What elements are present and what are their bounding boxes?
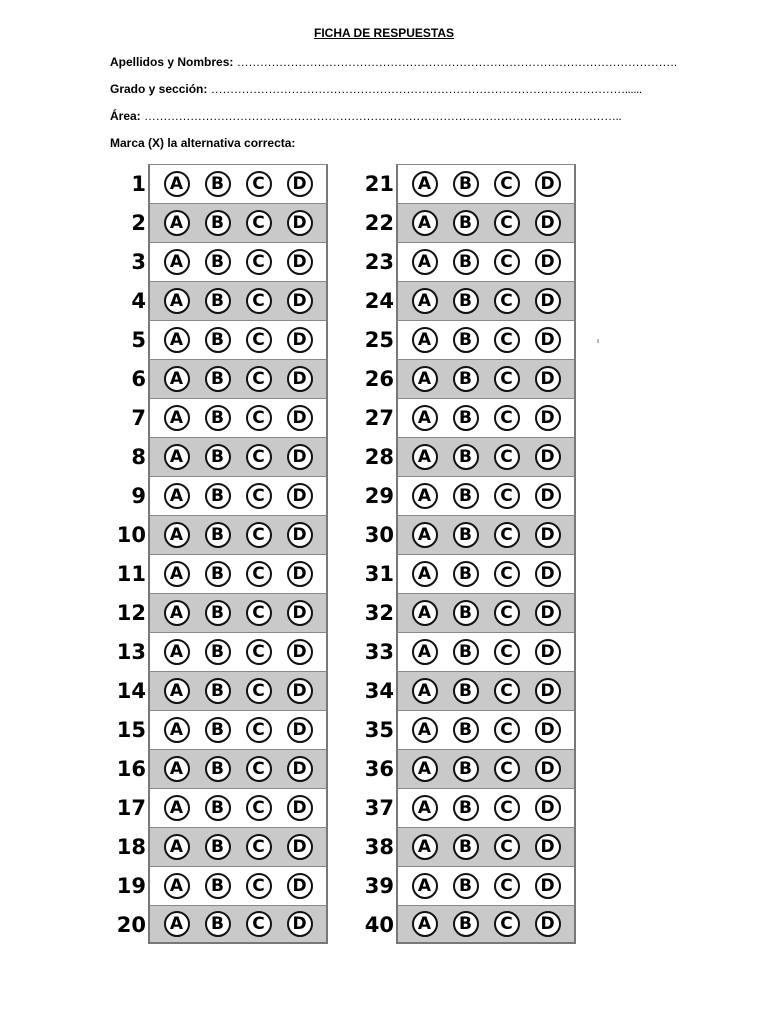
question-number: 17 [116, 795, 146, 820]
question-number: 7 [131, 405, 146, 430]
question-number: 20 [116, 912, 146, 937]
answer-options [148, 593, 328, 632]
option-bubble-b[interactable]: B [205, 210, 231, 236]
answer-options [148, 242, 328, 281]
option-bubble-d[interactable]: D [535, 483, 561, 509]
answer-options [148, 905, 328, 944]
question-row [352, 905, 576, 944]
option-bubble-c[interactable]: C [494, 444, 520, 470]
option-bubble-b[interactable]: B [205, 873, 231, 899]
answer-options [396, 476, 576, 515]
answer-options [148, 671, 328, 710]
question-number: 40 [364, 912, 394, 937]
option-bubble-d[interactable]: D [287, 522, 313, 548]
answer-options [148, 359, 328, 398]
question-number: 31 [364, 561, 394, 586]
option-bubble-d[interactable]: D [535, 600, 561, 626]
name-blank-line[interactable]: ……………………………………………………………………………………………………. [236, 55, 677, 69]
option-bubble-b[interactable]: B [205, 366, 231, 392]
option-bubble-b[interactable]: B [205, 327, 231, 353]
option-bubble-d[interactable]: D [535, 522, 561, 548]
answer-options [148, 476, 328, 515]
question-row [352, 242, 576, 281]
option-bubble-a[interactable]: A [412, 249, 438, 275]
option-bubble-c[interactable]: C [494, 717, 520, 743]
option-bubble-a[interactable]: A [412, 288, 438, 314]
question-row [108, 554, 328, 593]
option-bubble-c[interactable]: C [246, 600, 272, 626]
option-bubble-a[interactable]: A [412, 795, 438, 821]
option-bubble-c[interactable]: C [494, 483, 520, 509]
question-number: 15 [116, 717, 146, 742]
question-row [108, 164, 328, 203]
question-row [108, 905, 328, 944]
option-bubble-c[interactable]: C [494, 795, 520, 821]
question-row [108, 242, 328, 281]
option-bubble-a[interactable]: A [412, 327, 438, 353]
option-bubble-d[interactable]: D [535, 834, 561, 860]
option-bubble-d[interactable]: D [287, 600, 313, 626]
answer-options [396, 320, 576, 359]
option-bubble-a[interactable]: A [412, 834, 438, 860]
question-number: 24 [364, 288, 394, 313]
answer-options [148, 398, 328, 437]
option-bubble-a[interactable]: A [412, 717, 438, 743]
option-bubble-c[interactable]: C [246, 366, 272, 392]
option-bubble-c[interactable]: C [494, 639, 520, 665]
option-bubble-b[interactable]: B [453, 249, 479, 275]
option-bubble-b[interactable]: B [453, 639, 479, 665]
question-number: 38 [364, 834, 394, 859]
grade-section-field[interactable] [110, 82, 642, 96]
option-bubble-b[interactable]: B [205, 600, 231, 626]
option-bubble-a[interactable]: A [164, 795, 190, 821]
option-bubble-c[interactable]: C [494, 561, 520, 587]
question-number: 8 [131, 444, 146, 469]
answer-options [396, 437, 576, 476]
option-bubble-d[interactable]: D [535, 639, 561, 665]
option-bubble-d[interactable]: D [535, 678, 561, 704]
option-bubble-b[interactable]: B [453, 522, 479, 548]
option-bubble-b[interactable]: B [205, 444, 231, 470]
answer-options [148, 866, 328, 905]
option-bubble-d[interactable]: D [535, 171, 561, 197]
option-bubble-a[interactable]: A [412, 561, 438, 587]
question-number: 28 [364, 444, 394, 469]
question-number: 32 [364, 600, 394, 625]
option-bubble-c[interactable]: C [494, 911, 520, 937]
option-bubble-b[interactable]: B [205, 639, 231, 665]
question-number: 21 [364, 171, 394, 196]
question-number: 37 [364, 795, 394, 820]
question-row [108, 866, 328, 905]
option-bubble-b[interactable]: B [453, 600, 479, 626]
option-bubble-a[interactable]: A [412, 444, 438, 470]
option-bubble-c[interactable]: C [246, 873, 272, 899]
option-bubble-d[interactable]: D [287, 444, 313, 470]
answer-options [396, 554, 576, 593]
answer-options [396, 281, 576, 320]
question-row [352, 359, 576, 398]
question-row [108, 788, 328, 827]
option-bubble-b[interactable]: B [453, 483, 479, 509]
option-bubble-a[interactable]: A [412, 171, 438, 197]
option-bubble-c[interactable]: C [494, 522, 520, 548]
option-bubble-a[interactable]: A [412, 911, 438, 937]
question-row [108, 515, 328, 554]
question-number: 35 [364, 717, 394, 742]
answer-options [396, 359, 576, 398]
grade-section-label: Grado y sección: [110, 82, 208, 96]
option-bubble-b[interactable]: B [453, 405, 479, 431]
question-number: 2 [131, 210, 146, 235]
option-bubble-d[interactable]: D [535, 327, 561, 353]
option-bubble-c[interactable]: C [494, 600, 520, 626]
option-bubble-c[interactable]: C [494, 366, 520, 392]
question-row [352, 476, 576, 515]
option-bubble-d[interactable]: D [287, 171, 313, 197]
answer-options [396, 710, 576, 749]
question-row [108, 359, 328, 398]
option-bubble-a[interactable]: A [164, 171, 190, 197]
option-bubble-b[interactable]: B [205, 678, 231, 704]
option-bubble-a[interactable]: A [164, 911, 190, 937]
question-row [352, 515, 576, 554]
option-bubble-c[interactable]: C [246, 639, 272, 665]
option-bubble-d[interactable]: D [535, 873, 561, 899]
answer-options [148, 632, 328, 671]
question-number: 25 [364, 327, 394, 352]
question-row [108, 710, 328, 749]
option-bubble-a[interactable]: A [164, 249, 190, 275]
question-row [108, 320, 328, 359]
option-bubble-b[interactable]: B [453, 288, 479, 314]
answer-options [148, 515, 328, 554]
option-bubble-d[interactable]: D [287, 483, 313, 509]
option-bubble-c[interactable]: C [494, 405, 520, 431]
option-bubble-a[interactable]: A [412, 678, 438, 704]
question-row [352, 866, 576, 905]
option-bubble-a[interactable]: A [164, 288, 190, 314]
answer-options [148, 788, 328, 827]
area-label: Área: [110, 109, 141, 123]
question-row [352, 164, 576, 203]
option-bubble-c[interactable]: C [246, 249, 272, 275]
option-bubble-b[interactable]: B [205, 522, 231, 548]
option-bubble-b[interactable]: B [453, 366, 479, 392]
answer-options [396, 866, 576, 905]
option-bubble-c[interactable]: C [246, 678, 272, 704]
option-bubble-b[interactable]: B [453, 911, 479, 937]
option-bubble-c[interactable]: C [246, 405, 272, 431]
question-number: 27 [364, 405, 394, 430]
option-bubble-c[interactable]: C [494, 678, 520, 704]
option-bubble-c[interactable]: C [494, 834, 520, 860]
question-row [352, 632, 576, 671]
option-bubble-c[interactable]: C [494, 873, 520, 899]
option-bubble-c[interactable]: C [246, 911, 272, 937]
question-number: 10 [116, 522, 146, 547]
question-row [108, 398, 328, 437]
question-number: 29 [364, 483, 394, 508]
question-row [108, 281, 328, 320]
question-number: 36 [364, 756, 394, 781]
scan-speck [597, 339, 599, 343]
option-bubble-d[interactable]: D [287, 366, 313, 392]
option-bubble-d[interactable]: D [535, 756, 561, 782]
answer-column-right [352, 164, 576, 944]
question-number: 4 [131, 288, 146, 313]
option-bubble-b[interactable]: B [205, 717, 231, 743]
question-row [352, 593, 576, 632]
option-bubble-d[interactable]: D [535, 210, 561, 236]
option-bubble-a[interactable]: A [412, 366, 438, 392]
question-number: 3 [131, 249, 146, 274]
option-bubble-b[interactable]: B [453, 834, 479, 860]
option-bubble-d[interactable]: D [535, 717, 561, 743]
question-row [352, 398, 576, 437]
answer-options [396, 827, 576, 866]
question-row [352, 203, 576, 242]
question-row [352, 671, 576, 710]
option-bubble-c[interactable]: C [246, 561, 272, 587]
question-number: 13 [116, 639, 146, 664]
option-bubble-b[interactable]: B [205, 756, 231, 782]
question-number: 30 [364, 522, 394, 547]
option-bubble-d[interactable]: D [287, 249, 313, 275]
question-row [352, 281, 576, 320]
option-bubble-d[interactable]: D [287, 756, 313, 782]
option-bubble-b[interactable]: B [453, 210, 479, 236]
question-number: 12 [116, 600, 146, 625]
answer-options [396, 593, 576, 632]
question-row [352, 827, 576, 866]
option-bubble-d[interactable]: D [535, 795, 561, 821]
option-bubble-c[interactable]: C [246, 444, 272, 470]
answer-options [396, 749, 576, 788]
question-row [108, 476, 328, 515]
option-bubble-a[interactable]: A [164, 873, 190, 899]
option-bubble-b[interactable]: B [205, 795, 231, 821]
question-number: 22 [364, 210, 394, 235]
option-bubble-b[interactable]: B [453, 873, 479, 899]
option-bubble-a[interactable]: A [164, 756, 190, 782]
option-bubble-c[interactable]: C [246, 210, 272, 236]
answer-options [148, 710, 328, 749]
question-number: 26 [364, 366, 394, 391]
answer-options [396, 632, 576, 671]
answer-options [396, 242, 576, 281]
option-bubble-d[interactable]: D [535, 405, 561, 431]
question-number: 19 [116, 873, 146, 898]
option-bubble-d[interactable]: D [287, 210, 313, 236]
option-bubble-b[interactable]: B [205, 171, 231, 197]
area-blank-line[interactable]: …………………………………………………………………………………………………………….. [144, 109, 622, 123]
question-number: 5 [131, 327, 146, 352]
option-bubble-d[interactable]: D [287, 288, 313, 314]
answer-options [148, 281, 328, 320]
area-field[interactable] [110, 109, 621, 123]
option-bubble-b[interactable]: B [453, 756, 479, 782]
option-bubble-d[interactable]: D [535, 288, 561, 314]
answer-options [396, 164, 576, 203]
option-bubble-a[interactable]: A [164, 366, 190, 392]
answer-column-left [108, 164, 328, 944]
option-bubble-d[interactable]: D [287, 717, 313, 743]
option-bubble-a[interactable]: A [164, 717, 190, 743]
option-bubble-c[interactable]: C [246, 327, 272, 353]
option-bubble-c[interactable]: C [246, 288, 272, 314]
option-bubble-a[interactable]: A [412, 600, 438, 626]
instruction-text: Marca (X) la alternativa correcta: [110, 136, 296, 150]
option-bubble-d[interactable]: D [287, 327, 313, 353]
option-bubble-b[interactable]: B [205, 405, 231, 431]
question-number: 33 [364, 639, 394, 664]
option-bubble-d[interactable]: D [535, 911, 561, 937]
option-bubble-d[interactable]: D [287, 405, 313, 431]
option-bubble-c[interactable]: C [246, 795, 272, 821]
question-row [352, 788, 576, 827]
question-number: 9 [131, 483, 146, 508]
question-row [352, 749, 576, 788]
answer-options [148, 164, 328, 203]
answer-options [396, 905, 576, 944]
option-bubble-b[interactable]: B [205, 249, 231, 275]
option-bubble-d[interactable]: D [535, 444, 561, 470]
question-row [108, 203, 328, 242]
question-number: 1 [131, 171, 146, 196]
option-bubble-a[interactable]: A [164, 600, 190, 626]
name-field[interactable] [110, 55, 677, 69]
option-bubble-a[interactable]: A [412, 483, 438, 509]
question-row [352, 710, 576, 749]
question-number: 18 [116, 834, 146, 859]
question-number: 34 [364, 678, 394, 703]
question-row [352, 554, 576, 593]
option-bubble-a[interactable]: A [412, 210, 438, 236]
question-row [108, 437, 328, 476]
answer-options [148, 554, 328, 593]
answer-options [148, 827, 328, 866]
answer-options [148, 437, 328, 476]
option-bubble-a[interactable]: A [164, 561, 190, 587]
option-bubble-d[interactable]: D [287, 873, 313, 899]
option-bubble-d[interactable]: D [287, 834, 313, 860]
question-number: 14 [116, 678, 146, 703]
answer-options [148, 749, 328, 788]
option-bubble-a[interactable]: A [164, 405, 190, 431]
option-bubble-d[interactable]: D [535, 366, 561, 392]
question-row [352, 437, 576, 476]
answer-options [396, 515, 576, 554]
option-bubble-a[interactable]: A [412, 639, 438, 665]
option-bubble-b[interactable]: B [205, 911, 231, 937]
answer-options [148, 203, 328, 242]
question-number: 11 [116, 561, 146, 586]
option-bubble-a[interactable]: A [412, 522, 438, 548]
option-bubble-b[interactable]: B [453, 444, 479, 470]
option-bubble-a[interactable]: A [164, 444, 190, 470]
option-bubble-c[interactable]: C [494, 249, 520, 275]
option-bubble-b[interactable]: B [453, 678, 479, 704]
option-bubble-c[interactable]: C [246, 171, 272, 197]
option-bubble-c[interactable]: C [494, 288, 520, 314]
option-bubble-c[interactable]: C [246, 717, 272, 743]
option-bubble-c[interactable]: C [246, 522, 272, 548]
option-bubble-a[interactable]: A [164, 522, 190, 548]
page-title: FICHA DE RESPUESTAS [313, 26, 454, 40]
option-bubble-c[interactable]: C [494, 756, 520, 782]
option-bubble-c[interactable]: C [494, 327, 520, 353]
question-row [108, 827, 328, 866]
answer-options [148, 320, 328, 359]
option-bubble-a[interactable]: A [164, 210, 190, 236]
option-bubble-b[interactable]: B [205, 483, 231, 509]
option-bubble-d[interactable]: D [287, 639, 313, 665]
option-bubble-c[interactable]: C [494, 210, 520, 236]
option-bubble-a[interactable]: A [164, 834, 190, 860]
option-bubble-a[interactable]: A [412, 873, 438, 899]
question-row [352, 320, 576, 359]
answer-options [396, 203, 576, 242]
option-bubble-b[interactable]: B [205, 288, 231, 314]
option-bubble-a[interactable]: A [412, 756, 438, 782]
option-bubble-b[interactable]: B [205, 561, 231, 587]
option-bubble-c[interactable]: C [246, 756, 272, 782]
question-row [108, 632, 328, 671]
option-bubble-b[interactable]: B [205, 834, 231, 860]
answer-options [396, 788, 576, 827]
option-bubble-b[interactable]: B [453, 561, 479, 587]
option-bubble-b[interactable]: B [453, 327, 479, 353]
option-bubble-c[interactable]: C [494, 171, 520, 197]
question-number: 16 [116, 756, 146, 781]
option-bubble-d[interactable]: D [535, 249, 561, 275]
question-row [108, 749, 328, 788]
question-number: 23 [364, 249, 394, 274]
option-bubble-c[interactable]: C [246, 483, 272, 509]
option-bubble-d[interactable]: D [287, 678, 313, 704]
option-bubble-d[interactable]: D [535, 561, 561, 587]
option-bubble-d[interactable]: D [287, 561, 313, 587]
option-bubble-a[interactable]: A [164, 483, 190, 509]
option-bubble-d[interactable]: D [287, 795, 313, 821]
option-bubble-a[interactable]: A [412, 405, 438, 431]
option-bubble-a[interactable]: A [164, 678, 190, 704]
question-row [108, 671, 328, 710]
grade-section-blank-line[interactable]: ………………………………………………………………………………………………...... [210, 82, 642, 96]
option-bubble-b[interactable]: B [453, 717, 479, 743]
answer-options [396, 671, 576, 710]
question-number: 39 [364, 873, 394, 898]
question-number: 6 [131, 366, 146, 391]
option-bubble-a[interactable]: A [164, 639, 190, 665]
option-bubble-a[interactable]: A [164, 327, 190, 353]
answer-options [396, 398, 576, 437]
name-label: Apellidos y Nombres: [110, 55, 234, 69]
option-bubble-d[interactable]: D [287, 911, 313, 937]
option-bubble-b[interactable]: B [453, 795, 479, 821]
option-bubble-c[interactable]: C [246, 834, 272, 860]
question-row [108, 593, 328, 632]
option-bubble-b[interactable]: B [453, 171, 479, 197]
